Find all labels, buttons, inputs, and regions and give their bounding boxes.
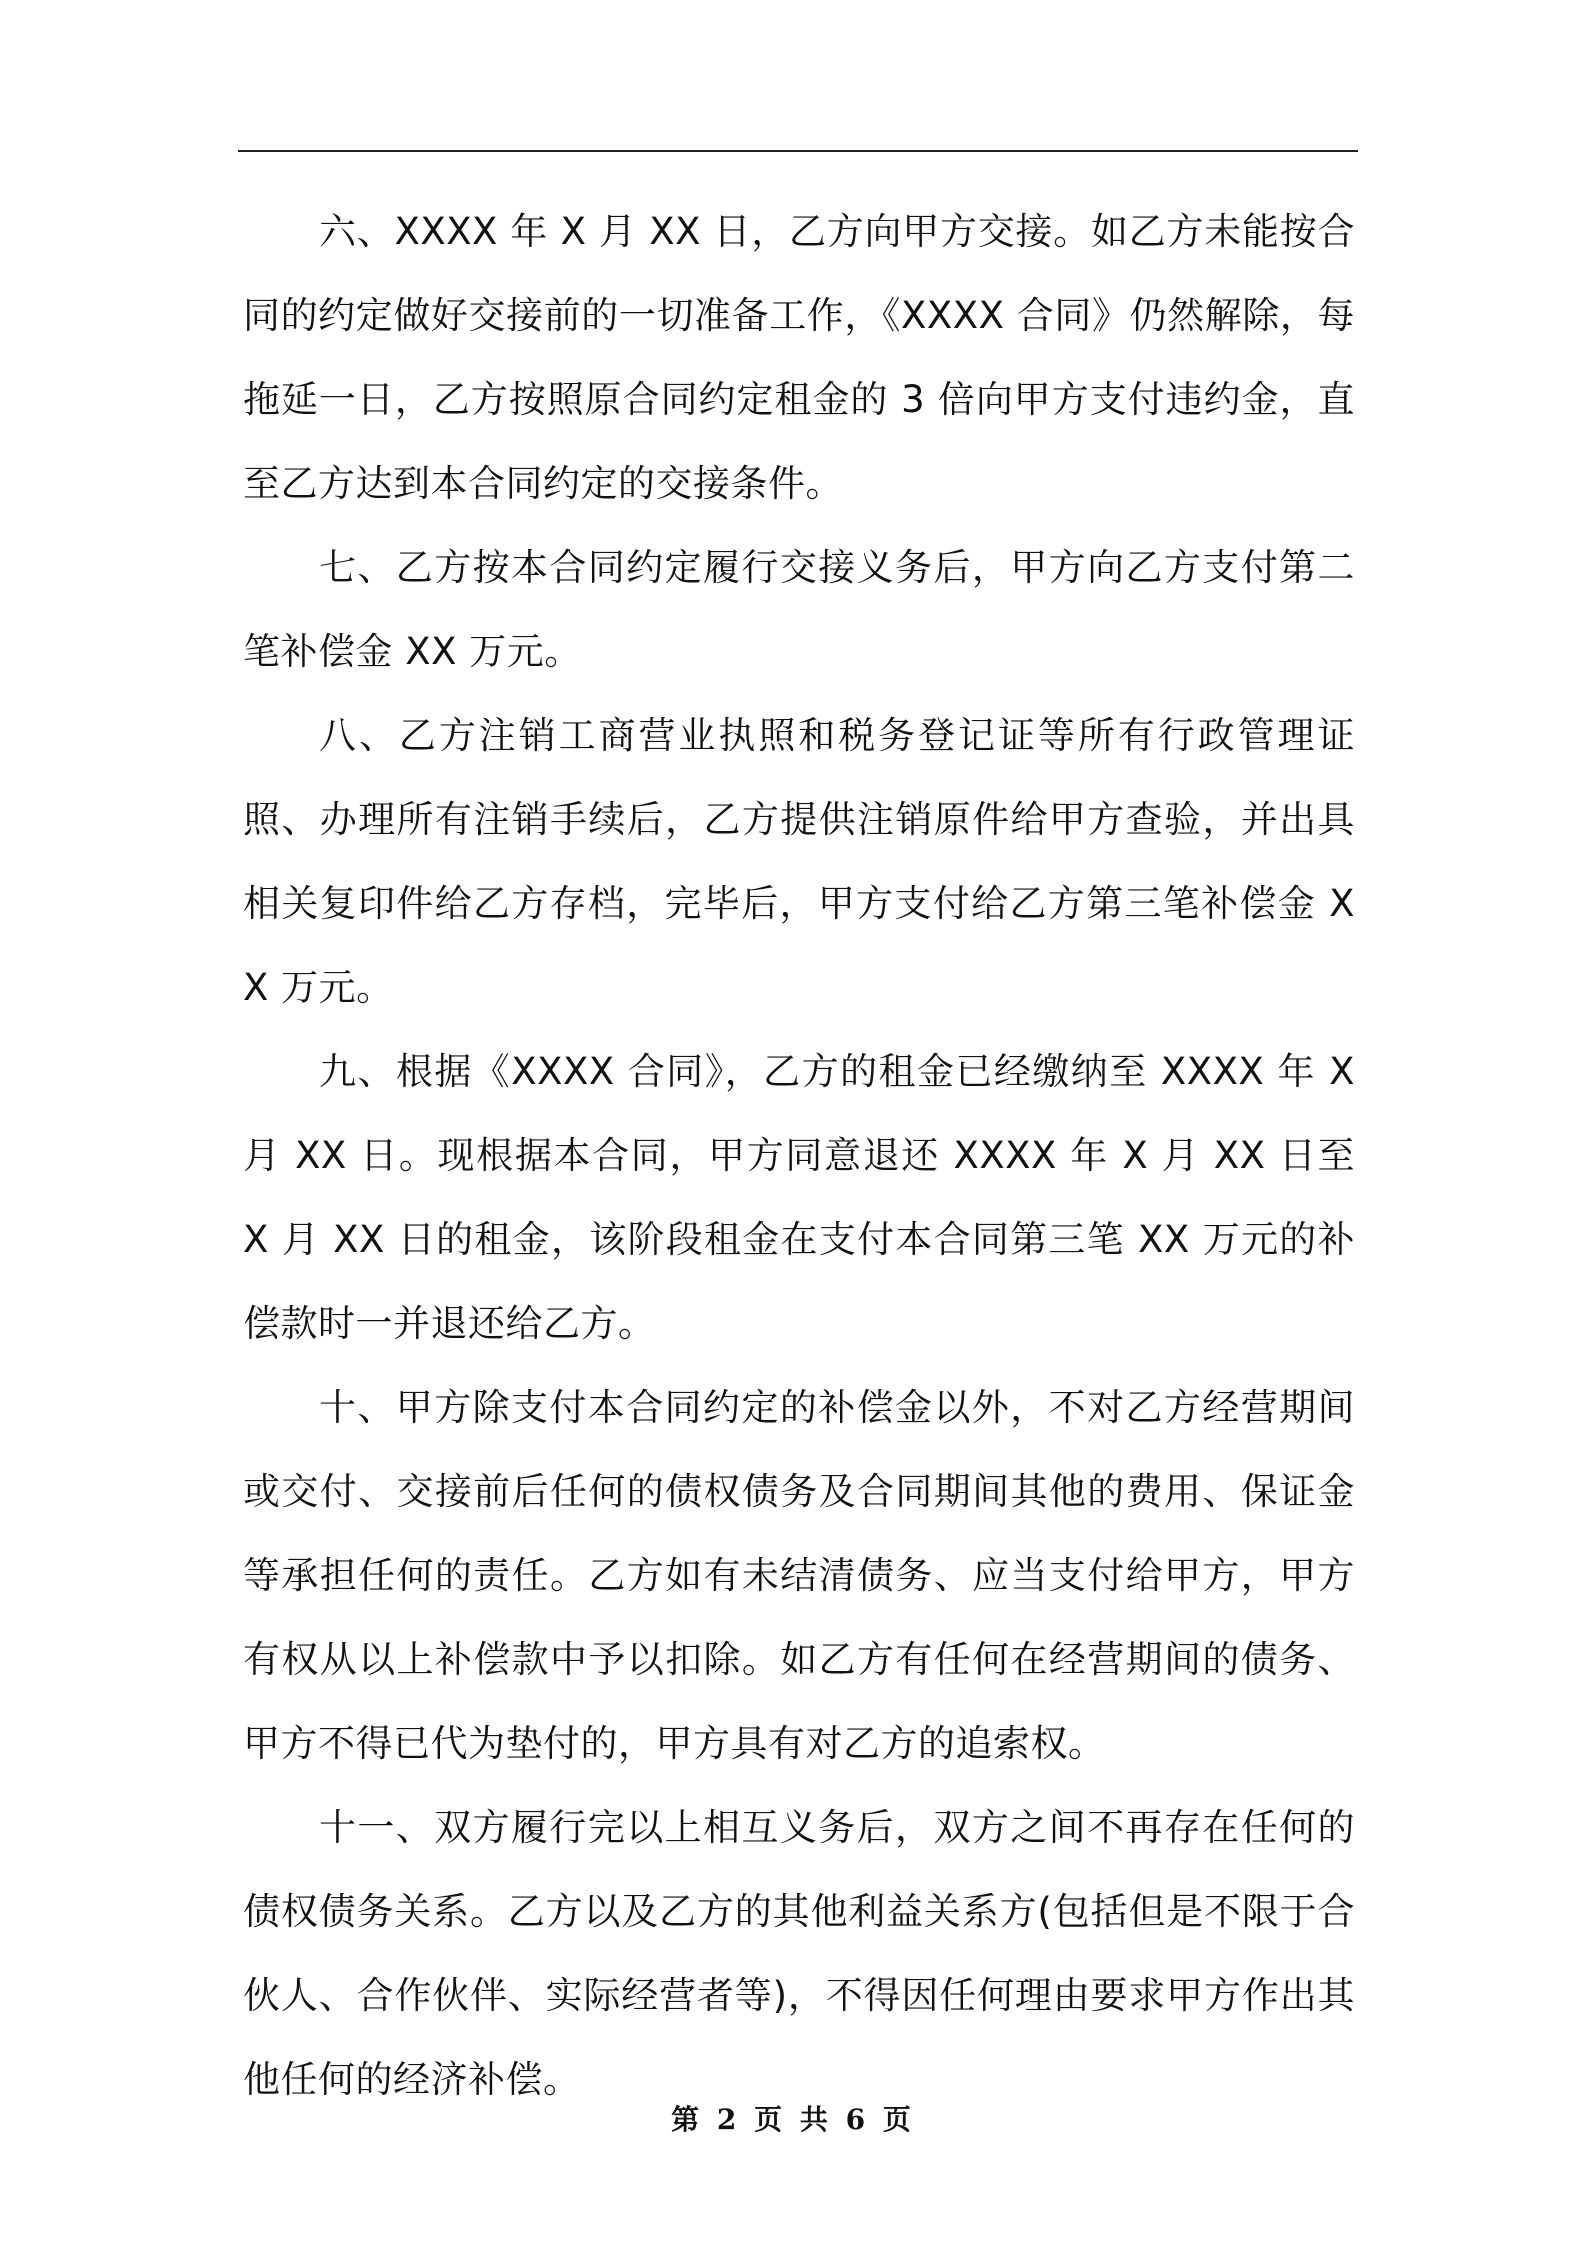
clause-8-paragraph: 八、乙方注销工商营业执照和税务登记证等所有行政管理证照、办理所有注销手续后，乙方提供注销原件给甲方查验，并出具相关复印件给乙方存档，完毕后，甲方支付给乙方第三笔补偿金 XX 万元。: [243, 714, 1355, 1009]
clause-11-paragraph: 十一、双方履行完以上相互义务后，双方之间不再存在任何的债权债务关系。乙方以及乙方的其他利益关系方(包括但是不限于合伙人、合作伙伴、实际经营者等)，不得因任何理由要求甲方作出其他任何的经济补偿。: [243, 1806, 1355, 2101]
clause-7-paragraph: 七、乙方按本合同约定履行交接义务后，甲方向乙方支付第二笔补偿金 XX 万元。: [243, 546, 1355, 673]
header-divider: [238, 150, 1358, 152]
document-body: [243, 190, 1355, 2122]
clause-9-paragraph: 九、根据《XXXX 合同》，乙方的租金已经缴纳至 XXXX 年 X 月 XX 日。现根据本合同，甲方同意退还 XXXX 年 X 月 XX 日至 X 月 XX 日的租金，该阶段租金在支付本合同第三笔 XX 万元的补偿款时一并退还给乙方。: [243, 1050, 1355, 1345]
clause-10-paragraph: 十、甲方除支付本合同约定的补偿金以外，不对乙方经营期间或交付、交接前后任何的债权债务及合同期间其他的费用、保证金等承担任何的责任。乙方如有未结清债务、应当支付给甲方，甲方有权从以上补偿款中予以扣除。如乙方有任何在经营期间的债务、甲方不得已代为垫付的，甲方具有对乙方的追索权。: [243, 1386, 1355, 1765]
clause-6-paragraph: 六、XXXX 年 X 月 XX 日，乙方向甲方交接。如乙方未能按合同的约定做好交接前的一切准备工作，《XXXX 合同》仍然解除，每拖延一日，乙方按照原合同约定租金的 3 倍向甲方支付违约金，直至乙方达到本合同约定的交接条件。: [243, 210, 1355, 505]
page-number-footer: 第 2 页 共 6 页: [671, 2103, 915, 2136]
